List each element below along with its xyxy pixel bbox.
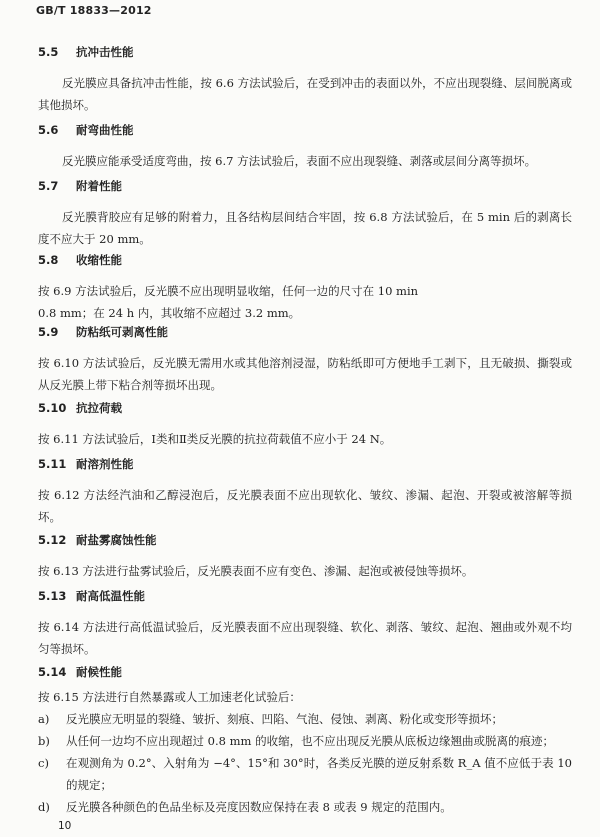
section-number: 5.11 — [38, 457, 67, 471]
list-item — [38, 752, 572, 796]
section-heading: 耐候性能 — [76, 665, 122, 679]
section-5-7 — [38, 178, 572, 250]
section-title — [38, 252, 572, 268]
section-heading: 耐高低温性能 — [76, 589, 145, 603]
section-number: 5.6 — [38, 123, 59, 137]
section-paragraph: 按 6.9 方法试验后，反光膜不应出现明显收缩，任何一边的尺寸在 10 min — [38, 284, 419, 298]
section-paragraph: 按 6.10 方法试验后，反光膜无需用水或其他溶剂浸湿，防粘纸即可方便地手工剥下，且无破损、撕裂或从反光膜上带下粘合剂等损坏出现。 — [38, 356, 572, 392]
list-item-label: c) — [38, 756, 49, 770]
section-5-14 — [38, 664, 572, 818]
section-5-9 — [38, 324, 572, 396]
section-5-13 — [38, 588, 572, 660]
section-5-6 — [38, 122, 572, 172]
section-title — [38, 664, 572, 680]
section-number: 5.5 — [38, 45, 59, 59]
section-heading: 附着性能 — [76, 179, 122, 193]
section-title — [38, 324, 572, 340]
section-heading: 收缩性能 — [76, 253, 122, 267]
section-number: 5.9 — [38, 325, 59, 339]
list-item — [38, 708, 572, 730]
list-item — [38, 796, 572, 818]
list-item-text: 在观测角为 0.2°、入射角为 −4°、15°和 30°时，各类反光膜的逆反射系数 R_A 值不应低于表 10 的规定； — [66, 756, 572, 792]
section-paragraph: 反光膜应能承受适度弯曲，按 6.7 方法试验后，表面不应出现裂缝、剥落或层间分离等损坏。 — [62, 154, 537, 168]
section-number: 5.14 — [38, 665, 67, 679]
section-heading: 防粘纸可剥离性能 — [76, 325, 168, 339]
section-5-5 — [38, 44, 572, 116]
section-heading: 耐弯曲性能 — [76, 123, 134, 137]
list-item-label: a) — [38, 712, 50, 726]
section-heading: 耐盐雾腐蚀性能 — [76, 533, 157, 547]
section-number: 5.8 — [38, 253, 59, 267]
section-paragraph: 按 6.14 方法进行高低温试验后，反光膜表面不应出现裂缝、软化、剥落、皱纹、起泡、翘曲或外观不均匀等损坏。 — [38, 620, 572, 656]
list-item-label: d) — [38, 800, 50, 814]
section-5-12 — [38, 532, 572, 582]
section-title — [38, 532, 572, 548]
list-item-text: 反光膜各种颜色的色品坐标及亮度因数应保持在表 8 或表 9 规定的范围内。 — [66, 800, 452, 814]
section-title — [38, 178, 572, 194]
section-paragraph: 按 6.15 方法进行自然暴露或人工加速老化试验后： — [38, 690, 301, 704]
section-paragraph: 按 6.11 方法试验后，Ⅰ类和Ⅱ类反光膜的抗拉荷载值不应小于 24 N。 — [38, 432, 392, 446]
section-paragraph: 反光膜背胶应有足够的附着力，且各结构层间结合牢固，按 6.8 方法试验后，在 5 min 后的剥离长度不应大于 20 mm。 — [38, 210, 572, 246]
list-item-text: 从任何一边均不应出现超过 0.8 mm 的收缩，也不应出现反光膜从底板边缘翘曲或脱离的痕迹； — [66, 734, 555, 748]
section-paragraph: 按 6.13 方法进行盐雾试验后，反光膜表面不应有变色、渗漏、起泡或被侵蚀等损坏。 — [38, 564, 474, 578]
section-heading: 耐溶剂性能 — [76, 457, 134, 471]
section-title — [38, 44, 572, 60]
section-title — [38, 456, 572, 472]
section-paragraph: 按 6.12 方法经汽油和乙醇浸泡后，反光膜表面不应出现软化、皱纹、渗漏、起泡、开裂或被溶解等损坏。 — [38, 488, 572, 524]
list-item-text: 反光膜应无明显的裂缝、皱折、刻痕、凹陷、气泡、侵蚀、剥离、粉化或变形等损坏； — [66, 712, 503, 726]
standard-code-header: GB/T 18833—2012 — [36, 4, 152, 17]
section-number: 5.12 — [38, 533, 67, 547]
section-title — [38, 400, 572, 416]
page-number: 10 — [58, 820, 72, 832]
section-number: 5.10 — [38, 401, 67, 415]
section-title — [38, 122, 572, 138]
section-number: 5.7 — [38, 179, 59, 193]
section-paragraph: 0.8 mm；在 24 h 内，其收缩不应超过 3.2 mm。 — [38, 306, 301, 320]
section-heading: 抗拉荷载 — [76, 401, 122, 415]
section-heading: 抗冲击性能 — [76, 45, 134, 59]
section-5-10 — [38, 400, 572, 450]
list-item-label: b) — [38, 734, 50, 748]
section-5-8 — [38, 252, 572, 324]
section-title — [38, 588, 572, 604]
section-paragraph: 反光膜应具备抗冲击性能，按 6.6 方法试验后，在受到冲击的表面以外，不应出现裂缝、层间脱离或其他损坏。 — [38, 76, 572, 112]
list-item — [38, 730, 572, 752]
section-5-11 — [38, 456, 572, 528]
section-number: 5.13 — [38, 589, 67, 603]
